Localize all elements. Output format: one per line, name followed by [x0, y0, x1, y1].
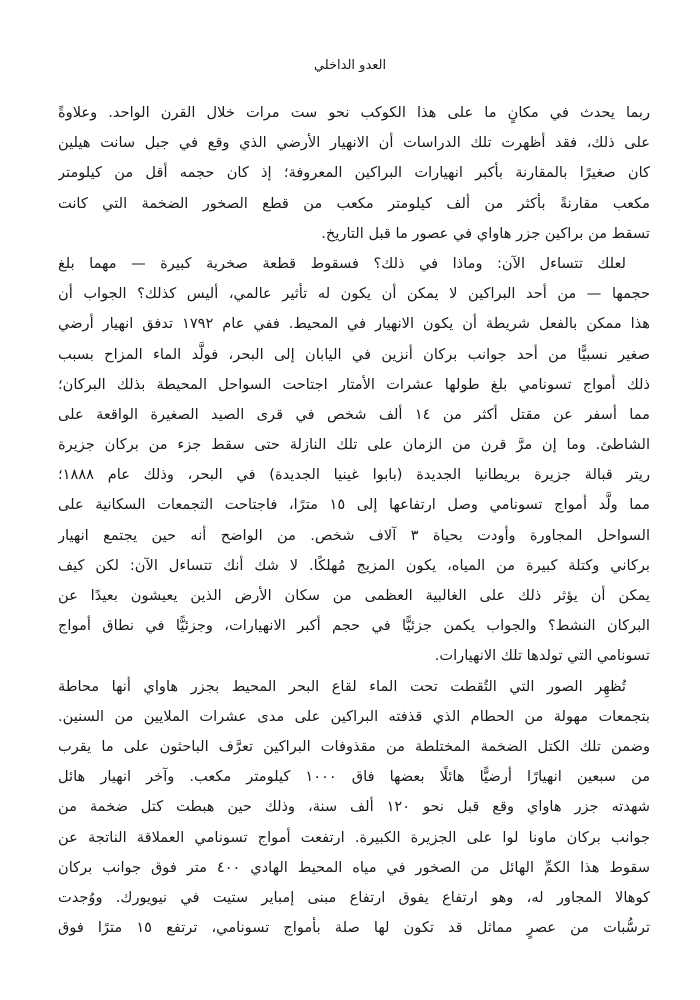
paragraph-3 [58, 672, 650, 944]
text-line: الشاطئ. وما إن مرَّ قرن من الزمان على تلك النازلة حتى سقط جزء من بركان جزيرة [58, 436, 650, 454]
text-line: بتجمعات مهولة من الحطام الذي قذفته البراكين على مدى عشرات الملايين من السنين. [58, 707, 650, 725]
text-line: صغير نسبيًّا من أحد جوانب بركان أنزين في اليابان إلى البحر، فولَّد الماء المزاح بسبب [58, 345, 650, 363]
text-line: تسونامي التي تولدها تلك الانهيارات. [434, 647, 650, 665]
text-line: تُظهِر الصور التي التُقطت تحت الماء لقاع البحر المحيط بجزر هاواي أنها محاطة [58, 677, 626, 695]
text-line: مما ولَّد أمواج تسونامي وصل ارتفاعها إلى ١٥ مترًا، فاجتاحت التجمعات السكانية على [58, 496, 650, 514]
text-line: شهدته جزر هاواي وقع قبل نحو ١٢٠ ألف سنة، وذلك حين هبطت كتل ضخمة من [58, 798, 650, 816]
text-line: على ذلك، فقد أظهرت تلك الدراسات أن الانهيار الأرضي الذي وقع في جبل سانت هيلين [58, 134, 650, 152]
text-line: كان صغيرًا بالمقارنة بأكبر انهيارات البراكين المعروفة؛ إذ كان حجمه أقل من كيلومتر [58, 164, 650, 182]
text-line: جوانب بركان ماونا لوا على الجزيرة الكبيرة. ارتفعت أمواج تسونامي العملاقة الناتجة عن [58, 828, 650, 846]
text-line: تسقط من براكين جزر هاواي في عصور ما قبل التاريخ. [321, 224, 650, 242]
text-line: وضمن تلك الكتل الضخمة المختلطة من مقذوفات البراكين تعرَّف الباحثون على ما يقرب [58, 737, 650, 755]
text-line: البركان النشط؟ والجواب يكمن جزئيًّا في حجم أكبر الانهيارات، وجزئيًّا في نطاق أمواج [58, 617, 650, 635]
text-line: مما أسفر عن مقتل أكثر من ١٤ ألف شخص في قرى الصيد الصغيرة الواقعة على [58, 405, 650, 423]
running-header: العدو الداخلي [313, 58, 387, 73]
text-line: السواحل المجاورة وأودت بحياة ٣ آلاف شخص. من الواضح أنه حين يجتمع انهيار [58, 526, 650, 544]
text-line: كوهالا المجاور له، وهو ارتفاع يفوق ارتفاع مبنى إمباير ستيت في نيويورك. ووُجدت [58, 888, 650, 906]
paragraph-1 [58, 98, 650, 249]
text-line: هذا ممكن بالفعل شريطة أن يكون الانهيار في المحيط. ففي عام ١٧٩٢ تدفق انهيار أرضي [58, 315, 650, 333]
text-line: يمكن أن يؤثر ذلك على الغالبية العظمى من سكان الأرض الذين يعيشون بعيدًا عن [58, 587, 650, 604]
text-line: مكعب مقارنةً بأكثر من ألف كيلومتر مكعب من قطع الصخور الضخمة التي كانت [58, 194, 650, 212]
text-line: لعلك تتساءل الآن: وماذا في ذلك؟ فسقوط قطعة صخرية كبيرة — مهما بلغ [58, 254, 626, 272]
text-line: ربما يحدث في مكانٍ ما على هذا الكوكب نحو ست مرات خلال القرن الواحد. وعلاوةً [58, 104, 650, 121]
text-line: من سبعين انهيارًا أرضيًّا هائلًا بعضها فاق ١٠٠٠ كيلومتر مكعب. وآخر انهيار هائل [58, 768, 650, 786]
text-line: ريتر قبالة جزيرة بريطانيا الجديدة (بابوا غينيا الجديدة) في البحر، وذلك عام ١٨٨٨؛ [58, 466, 650, 484]
text-line: سقوط هذا الكمِّ الهائل من الصخور في مياه المحيط الهادي ٤٠٠ متر فوق جوانب بركان [58, 858, 650, 876]
text-line: ذلك أمواج تسونامي بلغ طولها عشرات الأمتار اجتاحت السواحل المحيطة بذلك البركان؛ [58, 375, 650, 393]
paragraph-2 [58, 249, 650, 672]
text-line: حجمها — من أحد البراكين لا يمكن أن يكون له تأثير عالمي، أليس كذلك؟ الجواب أن [58, 285, 650, 303]
body-text [58, 98, 650, 943]
text-line: بركاني وكتلة كبيرة من المياه، يكون المزيج مُهلكًا. لا شك أنك تتساءل الآن: لكن كيف [58, 556, 650, 574]
text-line: ترسُّبات من عصرٍ مماثل قد تكون لها صلة بأمواج تسونامي، ترتفع ١٥ مترًا فوق [58, 919, 650, 937]
